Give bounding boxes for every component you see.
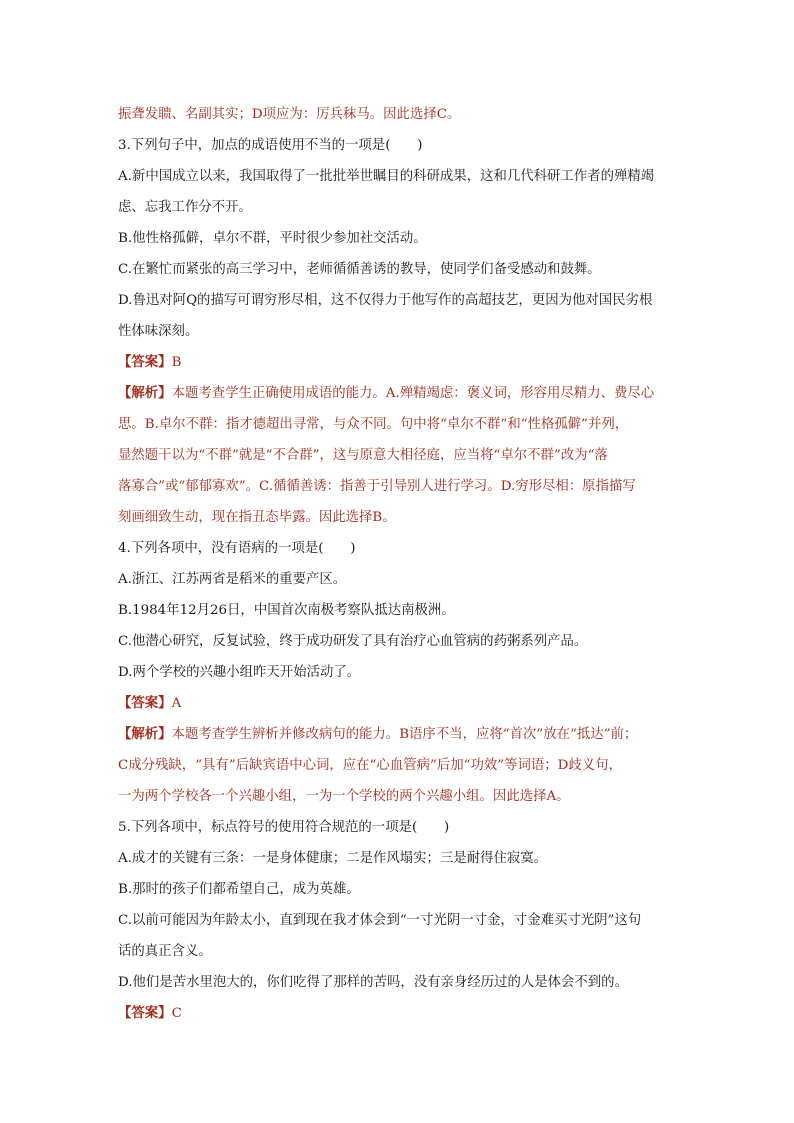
analysis-text: 本题考查学生正确使用成语的能力。A.殚精竭虑：褒义词，形容用尽精力、费尽心 bbox=[171, 386, 655, 401]
explanation-line: 落寡合”或“郁郁寡欢”。C.循循善诱：指善于引导别人进行学习。D.穷形尽相：原指描写 bbox=[118, 479, 636, 494]
question-line: C.以前可能因为年龄太小，直到现在我才体会到“一寸光阴一寸金，寸金难买寸光阴”这句 bbox=[118, 913, 642, 928]
question-line: A.浙江、江苏两省是稻米的重要产区。 bbox=[118, 572, 347, 587]
question-line: 3.下列句子中，加点的成语使用不当的一项是( ) bbox=[118, 138, 423, 153]
document-body bbox=[118, 99, 690, 1029]
question-line: A.新中国成立以来，我国取得了一批批举世瞩目的科研成果，这和几代科研工作者的殚精竭 bbox=[118, 169, 655, 184]
question-line: 性体味深刻。 bbox=[118, 324, 199, 339]
question-line: 虑、忘我工作分不开。 bbox=[118, 200, 252, 215]
question-line: C.在繁忙而紧张的高三学习中，老师循循善诱的教导，使同学们备受感动和鼓舞。 bbox=[118, 262, 601, 277]
question-line: 话的真正含义。 bbox=[118, 944, 212, 959]
question-line: B.他性格孤僻，卓尔不群，平时很少参加社交活动。 bbox=[118, 231, 427, 246]
answer-label: 【答案】 bbox=[118, 354, 172, 370]
explanation-line: 显然题干以为“不群”就是“不合群”，这与原意大相径庭，应当将“卓尔不群”改为“落 bbox=[118, 448, 608, 463]
explanation-line: C成分残缺，“具有”后缺宾语中心词，应在“心血管病”后加“功效”等词语；D歧义句， bbox=[118, 758, 622, 773]
analysis-label: 【解析】 bbox=[118, 726, 172, 742]
answer-label: 【答案】 bbox=[118, 1005, 172, 1021]
tagged-line bbox=[118, 719, 690, 750]
question-line: D.两个学校的兴趣小组昨天开始活动了。 bbox=[118, 665, 361, 680]
tagged-line bbox=[118, 998, 690, 1029]
question-line: 4.下列各项中，没有语病的一项是( ) bbox=[118, 541, 356, 556]
question-line: 5.下列各项中，标点符号的使用符合规范的一项是( ) bbox=[118, 820, 450, 835]
explanation-line: 一为两个学校各一个兴趣小组，一为一个学校的两个兴趣小组。因此选择A。 bbox=[118, 789, 570, 804]
question-line: B.1984年12月26日，中国首次南极考察队抵达南极洲。 bbox=[118, 603, 455, 618]
explanation-line: 思。B.卓尔不群：指才德超出寻常，与众不同。句中将“卓尔不群”和“性格孤僻”并列， bbox=[118, 417, 629, 432]
analysis-text: 本题考查学生辨析并修改病句的能力。B语序不当，应将“首次”放在“抵达”前； bbox=[171, 727, 638, 742]
tagged-line bbox=[118, 378, 690, 409]
question-line: D.他们是苦水里泡大的，你们吃得了那样的苦吗，没有亲身经历过的人是体会不到的。 bbox=[118, 975, 628, 990]
explanation-line: 振聋发聩、名副其实；D项应为：厉兵秣马。因此选择C。 bbox=[118, 107, 461, 122]
question-line: B.那时的孩子们都希望自己，成为英雄。 bbox=[118, 882, 360, 897]
question-line: A.成才的关键有三条：一是身体健康；二是作风塌实；三是耐得住寂寞。 bbox=[118, 851, 548, 866]
question-line: C.他潜心研究，反复试验，终于成功研发了具有治疗心血管病的药粥系列产品。 bbox=[118, 634, 588, 649]
answer-value: A bbox=[171, 696, 182, 711]
answer-label: 【答案】 bbox=[118, 695, 172, 711]
tagged-line bbox=[118, 688, 690, 719]
answer-value: C bbox=[171, 1006, 182, 1021]
tagged-line bbox=[118, 347, 690, 378]
question-line: D.鲁迅对阿Q的描写可谓穷形尽相，这不仅得力于他写作的高超技艺，更因为他对国民劣根 bbox=[118, 293, 653, 308]
answer-value: B bbox=[171, 355, 182, 370]
explanation-line: 刻画细致生动，现在指丑态毕露。因此选择B。 bbox=[118, 510, 396, 525]
analysis-label: 【解析】 bbox=[118, 385, 172, 401]
